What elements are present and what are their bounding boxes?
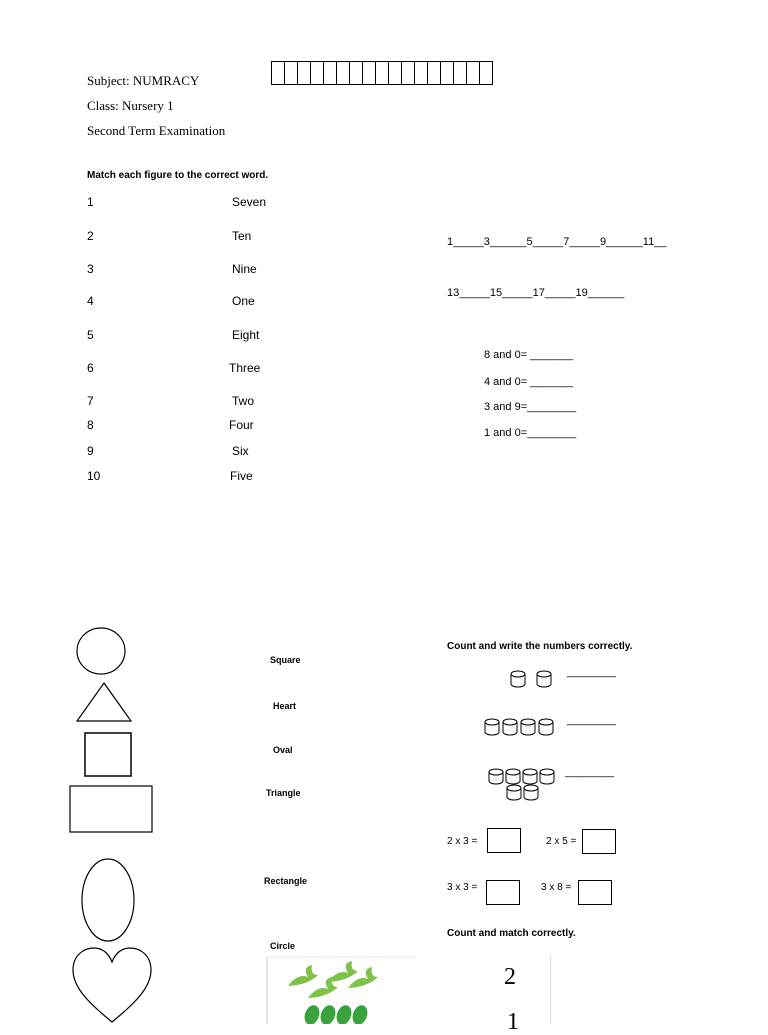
name-letter-box[interactable] bbox=[324, 62, 337, 84]
match-number: 6 bbox=[87, 361, 94, 375]
match-number: 2 bbox=[87, 229, 94, 243]
match-word: Nine bbox=[232, 262, 257, 276]
cylinder-group-6-icon bbox=[486, 768, 566, 802]
and-sum: 4 and 0= _______ bbox=[484, 376, 574, 388]
count-answer-blank[interactable]: ________ bbox=[567, 666, 616, 678]
match-number: 4 bbox=[87, 294, 94, 308]
match-number: 9 bbox=[87, 444, 94, 458]
match-number: 7 bbox=[87, 394, 94, 408]
name-letter-box[interactable] bbox=[454, 62, 467, 84]
shape-label: Square bbox=[270, 655, 301, 665]
and-sum: 8 and 0= _______ bbox=[484, 349, 574, 361]
and-sum: 1 and 0=________ bbox=[484, 427, 577, 439]
multiplication-answer-box[interactable] bbox=[578, 880, 612, 905]
name-letter-box[interactable] bbox=[389, 62, 402, 84]
match-number: 3 bbox=[87, 262, 94, 276]
exam-title: Second Term Examination bbox=[87, 123, 226, 138]
cylinder-group-4-icon bbox=[482, 718, 566, 738]
name-letter-box[interactable] bbox=[415, 62, 428, 84]
name-letter-box[interactable] bbox=[311, 62, 324, 84]
square-shape bbox=[83, 731, 135, 779]
count-match-instruction: Count and match correctly. bbox=[447, 928, 576, 939]
shape-label: Circle bbox=[270, 941, 296, 951]
name-letter-box[interactable] bbox=[376, 62, 389, 84]
sequence-line-1: 1_____3______5_____7_____9______11__ bbox=[447, 236, 667, 248]
name-letter-box[interactable] bbox=[441, 62, 454, 84]
count-write-instruction: Count and write the numbers correctly. bbox=[447, 641, 633, 652]
shape-label: Triangle bbox=[266, 788, 301, 798]
match-word: Five bbox=[230, 469, 253, 483]
birds-leaves-picture bbox=[266, 955, 426, 1024]
name-letter-box[interactable] bbox=[337, 62, 350, 84]
multiplication-question: 2 x 3 = bbox=[447, 836, 478, 847]
shape-label: Heart bbox=[273, 701, 297, 711]
match-word: Six bbox=[232, 444, 249, 458]
multiplication-question: 2 x 5 = bbox=[546, 836, 577, 847]
multiplication-question: 3 x 3 = bbox=[447, 882, 478, 893]
match-number: 8 bbox=[87, 418, 94, 432]
shape-label: Rectangle bbox=[264, 876, 308, 886]
name-letter-box[interactable] bbox=[272, 62, 285, 84]
match-word: Eight bbox=[232, 328, 260, 342]
match-word: Two bbox=[232, 394, 255, 408]
oval-shape bbox=[78, 856, 138, 944]
multiplication-answer-box[interactable] bbox=[487, 828, 521, 853]
name-letter-box[interactable] bbox=[350, 62, 363, 84]
name-letter-box[interactable] bbox=[480, 62, 492, 84]
count-match-number: 1 bbox=[507, 1009, 519, 1035]
match-number: 10 bbox=[87, 469, 101, 483]
name-letter-box[interactable] bbox=[402, 62, 415, 84]
match-word: One bbox=[232, 294, 255, 308]
multiplication-question: 3 x 8 = bbox=[541, 882, 572, 893]
match-instruction: Match each figure to the correct word. bbox=[87, 170, 269, 181]
name-entry-boxes[interactable] bbox=[271, 61, 493, 85]
class-line: Class: Nursery 1 bbox=[87, 98, 174, 113]
circle-shape bbox=[75, 626, 129, 678]
match-number: 5 bbox=[87, 328, 94, 342]
heart-shape bbox=[70, 946, 154, 1024]
match-word: Ten bbox=[232, 229, 252, 243]
shape-label: Oval bbox=[273, 745, 293, 755]
name-letter-box[interactable] bbox=[285, 62, 298, 84]
match-number: 1 bbox=[87, 195, 94, 209]
rectangle-shape bbox=[68, 784, 156, 836]
name-letter-box[interactable] bbox=[363, 62, 376, 84]
count-answer-blank[interactable]: ________ bbox=[567, 714, 616, 726]
multiplication-answer-box[interactable] bbox=[486, 880, 520, 905]
sequence-line-2: 13_____15_____17_____19______ bbox=[447, 287, 625, 299]
multiplication-answer-box[interactable] bbox=[582, 829, 616, 854]
name-letter-box[interactable] bbox=[298, 62, 311, 84]
and-sum: 3 and 9=________ bbox=[484, 401, 577, 413]
cylinder-group-2-icon bbox=[508, 670, 556, 690]
name-letter-box[interactable] bbox=[467, 62, 480, 84]
match-word: Four bbox=[229, 418, 254, 432]
name-letter-box[interactable] bbox=[428, 62, 441, 84]
subject-line: Subject: NUMRACY bbox=[87, 73, 200, 88]
triangle-shape bbox=[75, 681, 135, 725]
match-word: Three bbox=[229, 361, 261, 375]
count-match-number: 2 bbox=[504, 964, 516, 990]
count-answer-blank[interactable]: ________ bbox=[565, 766, 614, 778]
match-word: Seven bbox=[232, 195, 267, 209]
number-column-divider bbox=[550, 955, 551, 1024]
